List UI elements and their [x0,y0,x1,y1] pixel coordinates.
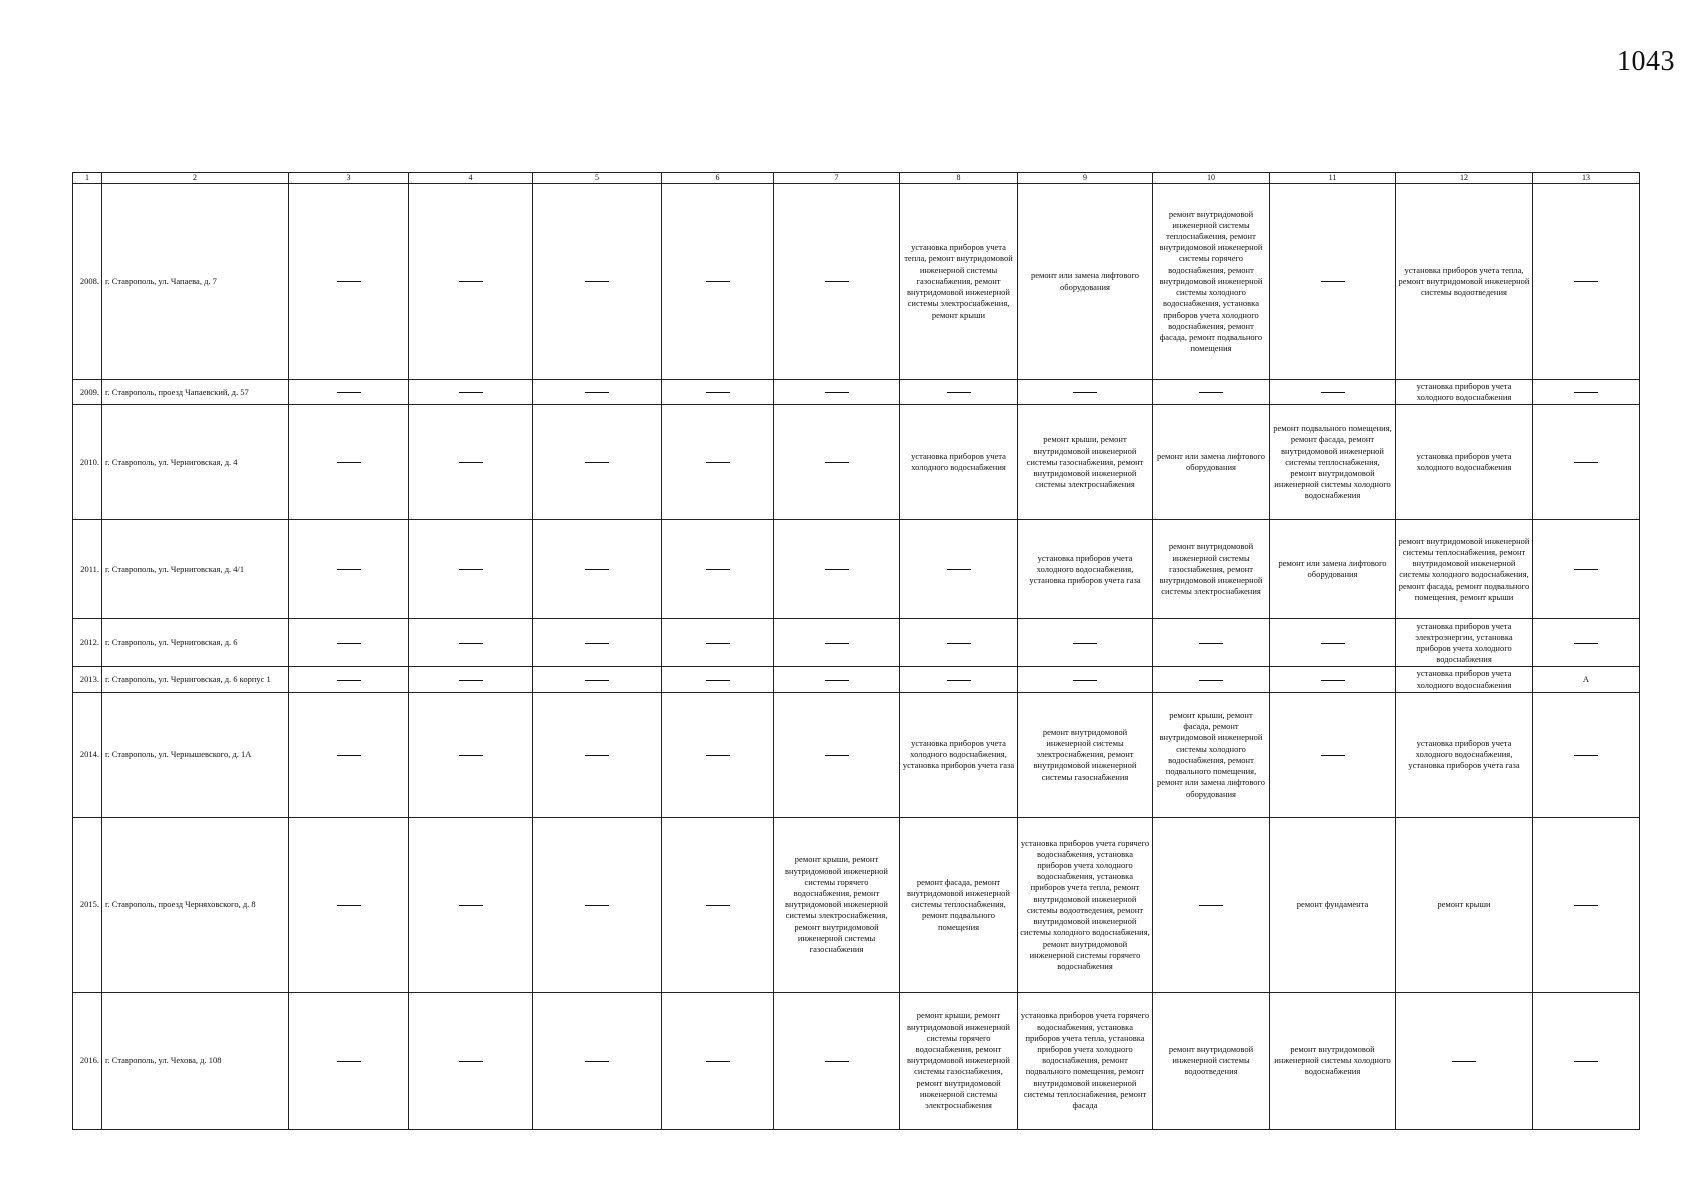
dash-mark [1073,392,1097,393]
dash-mark [706,905,730,906]
work-type-cell: установка приборов учета холодного водоснабжения [1396,380,1533,405]
empty-dash-cell [1533,619,1640,667]
address-cell: г. Ставрополь, ул. Чапаева, д. 7 [102,184,289,380]
dash-mark [706,1061,730,1062]
dash-mark [337,680,361,681]
empty-dash-cell [662,380,774,405]
dash-mark [1574,1061,1598,1062]
work-type-cell: установка приборов учета электроэнергии, установка приборов учета холодного водоснабжения [1396,619,1533,667]
work-type-cell: установка приборов учета холодного водоснабжения, установка приборов учета газа [1396,692,1533,817]
dash-mark [1321,281,1345,282]
row-number: 2008. [73,184,102,380]
dash-mark [459,680,483,681]
row-number: 2016. [73,992,102,1129]
empty-dash-cell [774,992,900,1129]
empty-dash-cell [774,692,900,817]
work-type-cell: ремонт или замена лифтового оборудования [1270,520,1396,619]
empty-dash-cell [1533,520,1640,619]
dash-mark [1199,392,1223,393]
empty-dash-cell [1018,667,1153,692]
work-type-cell: установка приборов учета горячего водоснабжения, установка приборов учета тепла, установка приборов учета холодного водоснабжения, ремонт подвального помещения, ремонт внутридомовой инженерной системы теплоснабжения, ремонт фасада [1018,992,1153,1129]
dash-mark [337,643,361,644]
dash-mark [459,643,483,644]
empty-dash-cell [409,520,533,619]
empty-dash-cell [1533,992,1640,1129]
dash-mark [459,462,483,463]
empty-dash-cell [409,405,533,520]
empty-dash-cell [774,667,900,692]
empty-dash-cell [289,692,409,817]
empty-dash-cell [774,619,900,667]
dash-mark [706,680,730,681]
work-type-cell: ремонт крыши, ремонт внутридомовой инженерной системы газоснабжения, ремонт внутридомовой инженерной системы электроснабжения [1018,405,1153,520]
empty-dash-cell [774,520,900,619]
row-number: 2010. [73,405,102,520]
empty-dash-cell [1533,692,1640,817]
empty-dash-cell [289,619,409,667]
dash-mark [825,392,849,393]
empty-dash-cell [289,817,409,992]
work-type-cell: установка приборов учета тепла, ремонт внутридомовой инженерной системы водоотведения [1396,184,1533,380]
dash-mark [825,569,849,570]
column-header-13: 13 [1533,173,1640,184]
dash-mark [1199,643,1223,644]
empty-dash-cell [900,667,1018,692]
work-type-cell: установка приборов учета холодного водоснабжения, установка приборов учета газа [1018,520,1153,619]
empty-dash-cell [662,692,774,817]
empty-dash-cell [1018,380,1153,405]
empty-dash-cell [774,380,900,405]
dash-mark [459,755,483,756]
work-type-cell: установка приборов учета холодного водоснабжения [1396,667,1533,692]
row-number: 2013. [73,667,102,692]
empty-dash-cell [289,667,409,692]
column-header-6: 6 [662,173,774,184]
dash-mark [947,569,971,570]
address-cell: г. Ставрополь, ул. Чернышевского, д. 1А [102,692,289,817]
dash-mark [585,392,609,393]
empty-dash-cell [1533,380,1640,405]
work-type-cell: ремонт крыши, ремонт фасада, ремонт внутридомовой инженерной системы холодного водоснабжения, ремонт подвального помещения, ремонт или замена лифтового оборудования [1153,692,1270,817]
dash-mark [1574,392,1598,393]
address-cell: г. Ставрополь, проезд Чапаевский, д. 57 [102,380,289,405]
dash-mark [459,281,483,282]
row-number: 2012. [73,619,102,667]
empty-dash-cell [409,667,533,692]
empty-dash-cell [533,817,662,992]
empty-dash-cell [662,667,774,692]
dash-mark [947,392,971,393]
empty-dash-cell [533,667,662,692]
address-cell: г. Ставрополь, проезд Черняховского, д. 8 [102,817,289,992]
dash-mark [825,1061,849,1062]
empty-dash-cell [900,380,1018,405]
dash-mark [585,905,609,906]
work-type-cell: ремонт крыши [1396,817,1533,992]
work-type-cell: ремонт крыши, ремонт внутридомовой инженерной системы горячего водоснабжения, ремонт внутридомовой инженерной системы электроснабжения, ремонт внутридомовой инженерной системы газоснабжения [774,817,900,992]
empty-dash-cell [1153,667,1270,692]
empty-dash-cell [1153,817,1270,992]
empty-dash-cell [900,619,1018,667]
empty-dash-cell [1018,619,1153,667]
empty-dash-cell [1270,619,1396,667]
address-cell: г. Ставрополь, ул. Черниговская, д. 4/1 [102,520,289,619]
dash-mark [1574,643,1598,644]
page-number: 1043 [1617,46,1675,77]
empty-dash-cell [662,520,774,619]
empty-dash-cell [533,184,662,380]
column-header-11: 11 [1270,173,1396,184]
empty-dash-cell [774,184,900,380]
work-type-cell: установка приборов учета тепла, ремонт внутридомовой инженерной системы газоснабжения, ремонт внутридомовой инженерной системы электроснабжения, ремонт крыши [900,184,1018,380]
work-type-cell: ремонт или замена лифтового оборудования [1018,184,1153,380]
table-row [73,380,1640,405]
work-type-cell: установка приборов учета холодного водоснабжения [1396,405,1533,520]
column-header-1: 1 [73,173,102,184]
dash-mark [1321,680,1345,681]
empty-dash-cell [662,184,774,380]
empty-dash-cell [533,992,662,1129]
column-header-5: 5 [533,173,662,184]
empty-dash-cell [774,405,900,520]
empty-dash-cell [409,184,533,380]
empty-dash-cell [409,992,533,1129]
dash-mark [1073,680,1097,681]
table-row [73,667,1640,692]
work-type-cell: ремонт внутридомовой инженерной системы теплоснабжения, ремонт внутридомовой инженерной системы холодного водоснабжения, ремонт фасада, ремонт подвального помещения, ремонт крыши [1396,520,1533,619]
row-number: 2014. [73,692,102,817]
dash-mark [825,680,849,681]
dash-mark [337,1061,361,1062]
address-cell: г. Ставрополь, ул. Черниговская, д. 6 [102,619,289,667]
dash-mark [706,643,730,644]
dash-mark [706,392,730,393]
column-header-2: 2 [102,173,289,184]
work-type-cell: ремонт фасада, ремонт внутридомовой инженерной системы теплоснабжения, ремонт подвального помещения [900,817,1018,992]
work-type-cell: ремонт внутридомовой инженерной системы газоснабжения, ремонт внутридомовой инженерной системы электроснабжения [1153,520,1270,619]
dash-mark [459,1061,483,1062]
dash-mark [1073,643,1097,644]
column-header-8: 8 [900,173,1018,184]
dash-mark [706,462,730,463]
empty-dash-cell [289,184,409,380]
work-type-cell: установка приборов учета горячего водоснабжения, установка приборов учета холодного водоснабжения, установка приборов учета тепла, ремонт внутридомовой инженерной системы водоотведения, ремонт внутридомовой инженерной системы холодного водоснабжения, ремонт внутридомовой инженерной системы горячего водоснабжения [1018,817,1153,992]
work-type-cell: ремонт подвального помещения, ремонт фасада, ремонт внутридомовой инженерной системы теплоснабжения, ремонт внутридомовой инженерной системы холодного водоснабжения [1270,405,1396,520]
address-cell: г. Ставрополь, ул. Черниговская, д. 4 [102,405,289,520]
dash-mark [947,643,971,644]
empty-dash-cell [1270,667,1396,692]
empty-dash-cell [409,817,533,992]
empty-dash-cell [1153,380,1270,405]
dash-mark [1199,680,1223,681]
dash-mark [585,462,609,463]
column-header-9: 9 [1018,173,1153,184]
dash-mark [585,643,609,644]
work-type-cell: ремонт крыши, ремонт внутридомовой инженерной системы горячего водоснабжения, ремонт внутридомовой инженерной системы газоснабжения, ремонт внутридомовой инженерной системы электроснабжения [900,992,1018,1129]
dash-mark [1452,1061,1476,1062]
empty-dash-cell [533,380,662,405]
work-type-cell: А [1533,667,1640,692]
empty-dash-cell [1533,184,1640,380]
dash-mark [585,569,609,570]
dash-mark [1574,755,1598,756]
dash-mark [585,281,609,282]
column-header-3: 3 [289,173,409,184]
dash-mark [825,755,849,756]
dash-mark [337,905,361,906]
table-row [73,184,1640,380]
column-number-row [73,173,1640,184]
dash-mark [706,569,730,570]
empty-dash-cell [662,817,774,992]
empty-dash-cell [662,405,774,520]
table-row [73,405,1640,520]
dash-mark [1574,462,1598,463]
dash-mark [459,905,483,906]
dash-mark [459,392,483,393]
empty-dash-cell [1270,184,1396,380]
row-number: 2011. [73,520,102,619]
empty-dash-cell [289,380,409,405]
dash-mark [1574,281,1598,282]
dash-mark [459,569,483,570]
row-number: 2015. [73,817,102,992]
dash-mark [585,755,609,756]
empty-dash-cell [1153,619,1270,667]
empty-dash-cell [662,619,774,667]
empty-dash-cell [533,619,662,667]
column-header-10: 10 [1153,173,1270,184]
work-type-cell: установка приборов учета холодного водоснабжения [900,405,1018,520]
work-type-cell: ремонт или замена лифтового оборудования [1153,405,1270,520]
work-type-cell: ремонт фундамента [1270,817,1396,992]
empty-dash-cell [533,405,662,520]
dash-mark [337,462,361,463]
row-number: 2009. [73,380,102,405]
empty-dash-cell [533,520,662,619]
work-type-cell: установка приборов учета холодного водоснабжения, установка приборов учета газа [900,692,1018,817]
dash-mark [585,1061,609,1062]
dash-mark [1574,569,1598,570]
work-type-cell: ремонт внутридомовой инженерной системы водоотведения [1153,992,1270,1129]
empty-dash-cell [289,992,409,1129]
table-row [73,520,1640,619]
empty-dash-cell [289,405,409,520]
empty-dash-cell [1270,380,1396,405]
dash-mark [825,643,849,644]
empty-dash-cell [662,992,774,1129]
dash-mark [1321,643,1345,644]
empty-dash-cell [900,520,1018,619]
work-type-cell: ремонт внутридомовой инженерной системы электроснабжения, ремонт внутридомовой инженерной системы газоснабжения [1018,692,1153,817]
empty-dash-cell [533,692,662,817]
dash-mark [337,569,361,570]
dash-mark [1199,905,1223,906]
empty-dash-cell [1533,405,1640,520]
empty-dash-cell [409,380,533,405]
dash-mark [1321,755,1345,756]
table-row [73,992,1640,1129]
empty-dash-cell [1533,817,1640,992]
work-type-cell: ремонт внутридомовой инженерной системы холодного водоснабжения [1270,992,1396,1129]
dash-mark [337,755,361,756]
address-cell: г. Ставрополь, ул. Чехова, д. 108 [102,992,289,1129]
dash-mark [585,680,609,681]
table-row [73,692,1640,817]
dash-mark [337,392,361,393]
dash-mark [706,281,730,282]
dash-mark [337,281,361,282]
capital-repair-table [72,172,1640,1130]
column-header-7: 7 [774,173,900,184]
table-row [73,817,1640,992]
table-row [73,619,1640,667]
table-body [73,173,1640,1130]
dash-mark [1321,392,1345,393]
empty-dash-cell [289,520,409,619]
dash-mark [1574,905,1598,906]
dash-mark [947,680,971,681]
empty-dash-cell [1396,992,1533,1129]
address-cell: г. Ставрополь, ул. Черниговская, д. 6 корпус 1 [102,667,289,692]
empty-dash-cell [1270,692,1396,817]
work-type-cell: ремонт внутридомовой инженерной системы теплоснабжения, ремонт внутридомовой инженерной системы горячего водоснабжения, ремонт внутридомовой инженерной системы холодного водоснабжения, установка приборов учета холодного водоснабжения, ремонт фасада, ремонт подвального помещения [1153,184,1270,380]
empty-dash-cell [409,692,533,817]
dash-mark [706,755,730,756]
column-header-4: 4 [409,173,533,184]
dash-mark [825,281,849,282]
dash-mark [825,462,849,463]
column-header-12: 12 [1396,173,1533,184]
empty-dash-cell [409,619,533,667]
